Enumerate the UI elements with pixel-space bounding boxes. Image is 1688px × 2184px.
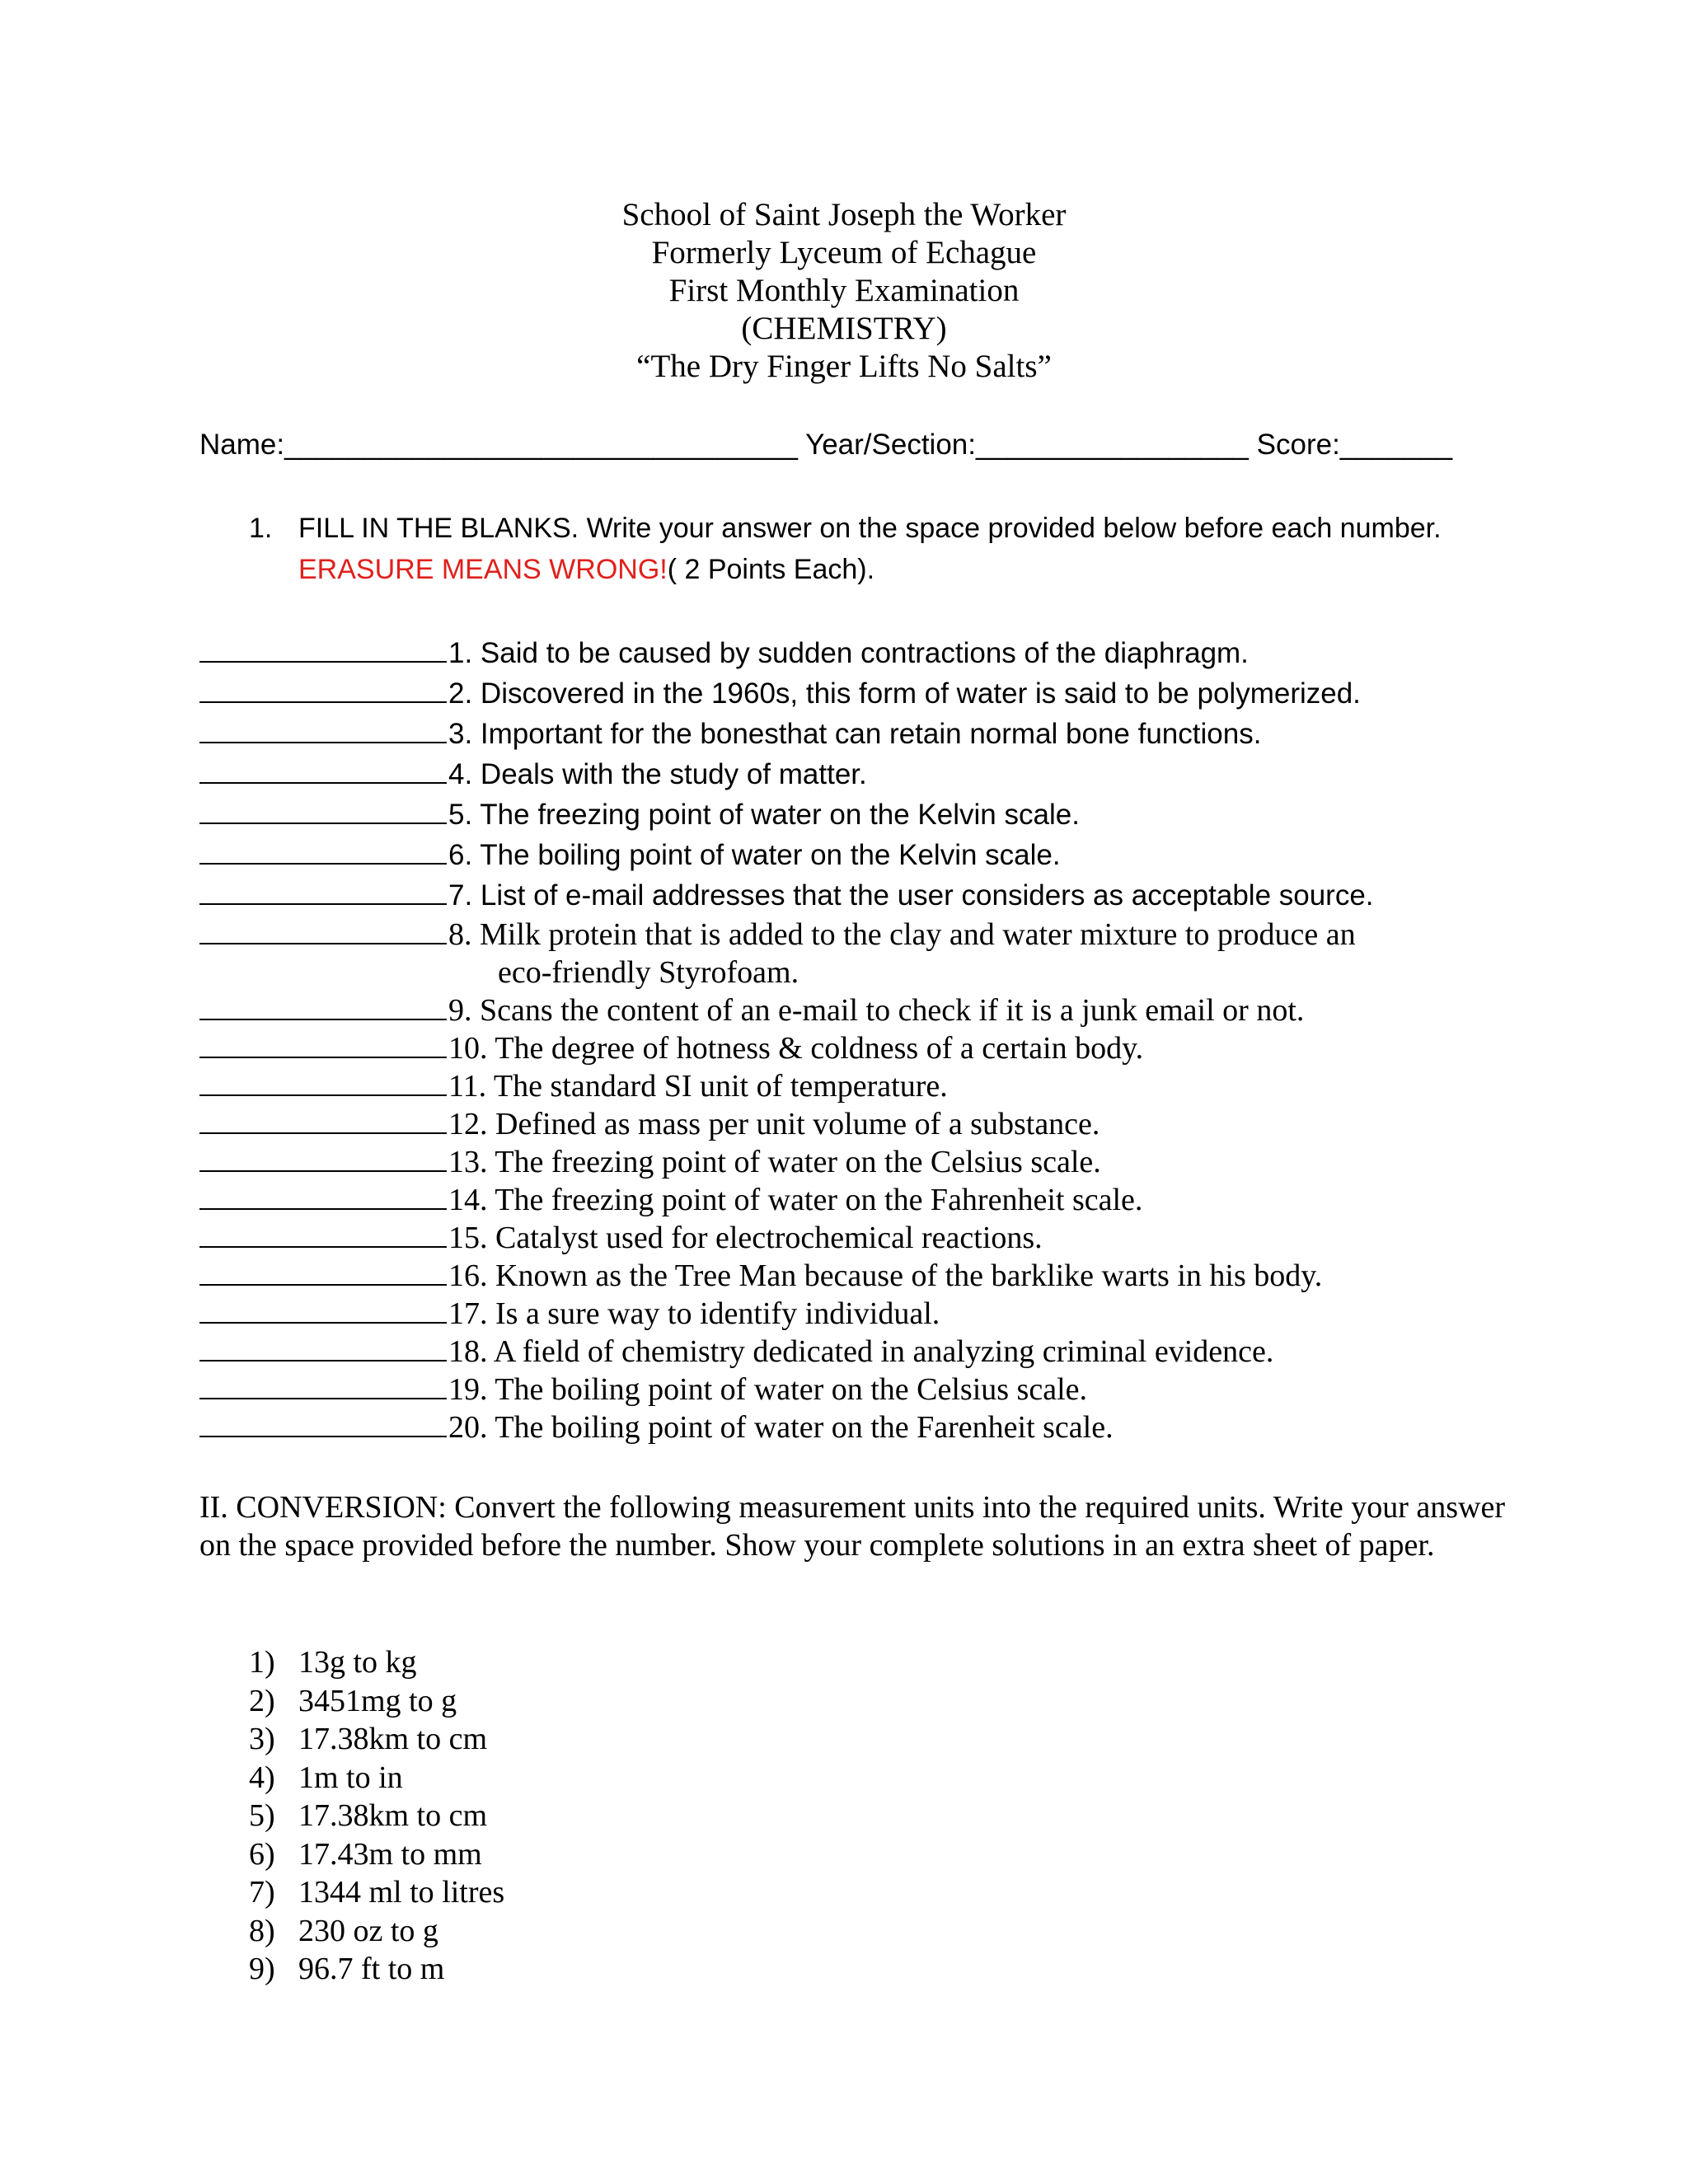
question-row	[199, 673, 1535, 714]
question-text: 15. Catalyst used for electrochemical reactions.	[448, 1221, 1043, 1255]
question-text: 14. The freezing point of water on the Fahrenheit scale.	[448, 1183, 1143, 1217]
question-text: 7. List of e-mail addresses that the user considers as acceptable source.	[448, 879, 1374, 912]
conversion-text: 17.43m to mm	[298, 1836, 482, 1872]
school-former-name: Formerly Lyceum of Echague	[651, 235, 1037, 270]
answer-blank[interactable]	[199, 1411, 447, 1437]
answer-blank[interactable]	[199, 1259, 447, 1286]
conversion-item	[249, 1682, 504, 1721]
question-row	[199, 991, 1535, 1029]
question-text: 19. The boiling point of water on the Celsius scale.	[448, 1372, 1087, 1407]
question-row	[199, 1143, 1535, 1181]
answer-blank[interactable]	[199, 879, 447, 905]
answer-blank[interactable]	[199, 1146, 447, 1172]
answer-blank[interactable]	[199, 798, 447, 824]
question-row	[199, 714, 1535, 754]
question-text: 6. The boiling point of water on the Kelvin scale.	[448, 839, 1061, 871]
points-note: ( 2 Points Each).	[667, 554, 875, 585]
conversion-number: 3)	[249, 1722, 275, 1756]
answer-blank[interactable]	[199, 838, 447, 865]
question-row	[199, 835, 1535, 875]
conversion-number: 7)	[249, 1875, 275, 1910]
fill-in-blanks-list	[199, 633, 1535, 1446]
score-field[interactable]: Score:_______	[1256, 429, 1453, 461]
question-text: 1. Said to be caused by sudden contractions of the diaphragm.	[448, 637, 1249, 669]
answer-blank[interactable]	[199, 1032, 447, 1058]
exam-motto: “The Dry Finger Lifts No Salts”	[636, 349, 1052, 384]
answer-blank[interactable]	[199, 717, 447, 743]
conversion-text: 1m to in	[298, 1760, 403, 1795]
conversion-item	[249, 1873, 504, 1912]
question-text: 13. The freezing point of water on the Celsius scale.	[448, 1145, 1101, 1179]
question-text: 3. Important for the bonesthat can retain normal bone functions.	[448, 718, 1262, 750]
answer-blank[interactable]	[199, 1183, 447, 1210]
answer-blank[interactable]	[199, 1108, 447, 1134]
answer-blank[interactable]	[199, 1335, 447, 1361]
conversion-number: 8)	[249, 1913, 275, 1948]
answer-blank[interactable]	[199, 757, 447, 784]
conversion-text: 1344 ml to litres	[298, 1875, 505, 1910]
question-text: 12. Defined as mass per unit volume of a substance.	[448, 1107, 1100, 1141]
conversion-item	[249, 1912, 504, 1951]
question-row	[199, 1219, 1535, 1257]
question-text: 8. Milk protein that is added to the clay and water mixture to produce an	[448, 917, 1356, 952]
question-text: 10. The degree of hotness & coldness of a certain body.	[448, 1031, 1144, 1066]
name-field[interactable]: Name:________________________________	[199, 429, 798, 461]
school-name: School of Saint Joseph the Worker	[621, 197, 1067, 232]
student-info-line	[199, 429, 1452, 462]
answer-blank[interactable]	[199, 677, 447, 703]
question-row	[199, 754, 1535, 794]
conversion-item	[249, 1643, 504, 1682]
question-row	[199, 1257, 1535, 1295]
conversion-number: 1)	[249, 1645, 275, 1680]
question-text: 20. The boiling point of water on the Farenheit scale.	[448, 1410, 1114, 1445]
conversion-item	[249, 1797, 504, 1835]
question-row	[199, 1029, 1535, 1067]
section1-instruction-block	[298, 508, 1452, 590]
answer-blank[interactable]	[199, 1221, 447, 1248]
question-text: 18. A field of chemistry dedicated in analyzing criminal evidence.	[448, 1334, 1274, 1369]
exam-header	[0, 196, 1688, 386]
exam-subject: (CHEMISTRY)	[741, 311, 947, 346]
question-continuation: eco-friendly Styrofoam.	[498, 955, 799, 990]
year-section-field[interactable]: Year/Section:_________________	[805, 429, 1249, 461]
question-text: 5. The freezing point of water on the Kelvin scale.	[448, 799, 1080, 831]
section1-instruction: FILL IN THE BLANKS. Write your answer on the space provided below before each number.	[298, 513, 1442, 544]
question-row	[199, 1333, 1535, 1371]
question-text: 17. Is a sure way to identify individual.	[448, 1296, 940, 1331]
conversion-item	[249, 1950, 504, 1989]
conversion-text: 3451mg to g	[298, 1683, 457, 1718]
question-row	[199, 1371, 1535, 1408]
conversion-number: 5)	[249, 1798, 275, 1833]
answer-blank[interactable]	[199, 1070, 447, 1096]
answer-blank[interactable]	[199, 918, 447, 944]
exam-title: First Monthly Examination	[668, 273, 1020, 308]
conversion-item	[249, 1759, 504, 1797]
conversion-item	[249, 1720, 504, 1759]
conversion-text: 17.38km to cm	[298, 1722, 488, 1756]
answer-blank[interactable]	[199, 1297, 447, 1324]
question-row	[199, 1067, 1535, 1105]
conversion-text: 17.38km to cm	[298, 1798, 488, 1833]
question-row	[199, 1105, 1535, 1143]
question-row	[199, 916, 1535, 954]
question-row	[199, 794, 1535, 835]
conversion-text: 96.7 ft to m	[298, 1952, 445, 1986]
section2-instruction: II. CONVERSION: Convert the following measurement units into the required units. Write your answer on the space provided before the number. Show your complete solutions in an extra sheet of paper.	[199, 1490, 1505, 1563]
question-text: 9. Scans the content of an e-mail to check if it is a junk email or not.	[448, 993, 1305, 1028]
conversion-number: 6)	[249, 1836, 275, 1872]
answer-blank[interactable]	[199, 636, 447, 663]
answer-blank[interactable]	[199, 1373, 447, 1399]
question-text: 4. Deals with the study of matter.	[448, 758, 867, 790]
question-row	[199, 875, 1535, 916]
conversion-number: 4)	[249, 1760, 275, 1795]
question-text: 11. The standard SI unit of temperature.	[448, 1069, 948, 1104]
conversion-list	[249, 1643, 504, 1989]
question-row	[199, 1295, 1535, 1333]
section1-heading	[249, 508, 1452, 590]
conversion-text: 13g to kg	[298, 1645, 417, 1680]
conversion-number: 2)	[249, 1683, 275, 1718]
question-row	[199, 633, 1535, 673]
section1-number: 1.	[249, 513, 273, 544]
conversion-number: 9)	[249, 1952, 275, 1986]
conversion-item	[249, 1835, 504, 1874]
answer-blank[interactable]	[199, 994, 447, 1020]
conversion-text: 230 oz to g	[298, 1913, 438, 1948]
question-text: 16. Known as the Tree Man because of the barklike warts in his body.	[448, 1258, 1323, 1293]
question-row	[199, 1408, 1535, 1446]
erasure-warning: ERASURE MEANS WRONG!	[298, 554, 668, 585]
question-row	[199, 1181, 1535, 1219]
question-text: 2. Discovered in the 1960s, this form of water is said to be polymerized.	[448, 677, 1361, 710]
